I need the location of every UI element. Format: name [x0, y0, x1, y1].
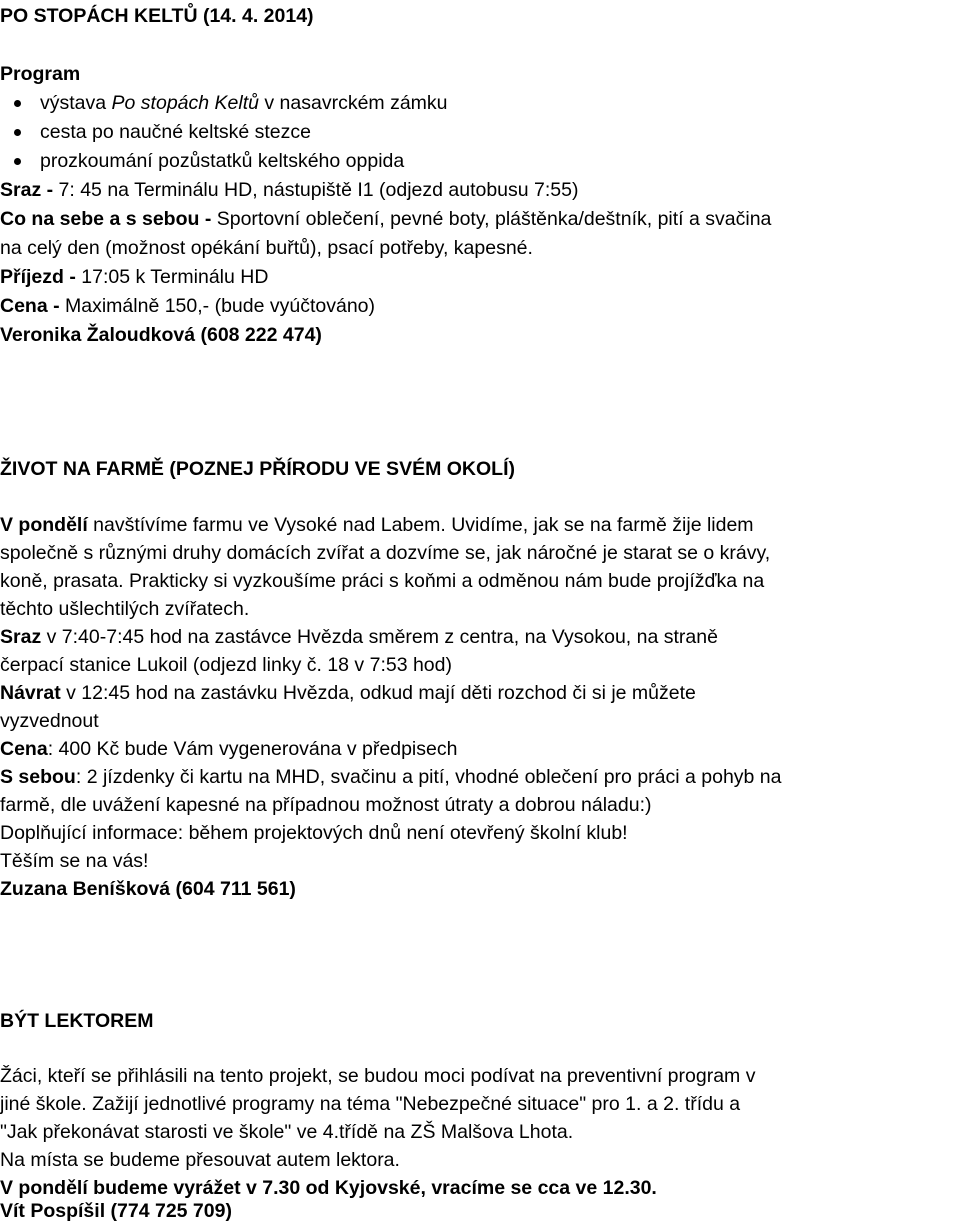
- navrat-line-1: Návrat v 12:45 hod na zastávku Hvězda, odkud mají děti rozchod či si je můžete: [0, 682, 696, 704]
- section1-title: PO STOPÁCH KELTŮ (14. 4. 2014): [0, 5, 314, 27]
- section3-line-1: Žáci, kteří se přihlásili na tento projekt, se budou moci podívat na preventivní program v: [0, 1065, 756, 1087]
- section3-line-4: Na místa se budeme přesouvat autem lektora.: [0, 1149, 400, 1171]
- co-na-sebe-line-2: na celý den (možnost opékání buřtů), psací potřeby, kapesné.: [0, 237, 533, 259]
- sraz-label: Sraz -: [0, 179, 59, 201]
- co-na-sebe-line-1: Co na sebe a s sebou - Sportovní oblečení, pevné boty, pláštěnka/deštník, pití a svačina: [0, 208, 772, 230]
- section2-title: ŽIVOT NA FARMĚ (POZNEJ PŘÍRODU VE SVÉM OKOLÍ): [0, 458, 515, 480]
- tesim-line: Těším se na vás!: [0, 850, 149, 872]
- bullet-icon: [14, 129, 21, 136]
- cena-line: Cena - Maximálně 150,- (bude vyúčtováno): [0, 295, 376, 317]
- section3-title: BÝT LEKTOREM: [0, 1010, 154, 1032]
- bullet-icon: [14, 100, 21, 107]
- program-item-3: prozkoumání pozůstatků keltského oppida: [40, 149, 404, 173]
- intro-line-2: společně s různými druhy domácích zvířat a dozvíme se, jak náročné je starat se o krávy,: [0, 542, 771, 564]
- cena2-line: Cena: 400 Kč bude Vám vygenerována v předpisech: [0, 738, 458, 760]
- program-heading: Program: [0, 63, 81, 85]
- intro-line-1: V pondělí navštívíme farmu ve Vysoké nad Labem. Uvidíme, jak se na farmě žije lidem: [0, 514, 754, 536]
- prijezd-label: Příjezd -: [0, 266, 82, 288]
- intro-line-3: koně, prasata. Prakticky si vyzkoušíme práci s koňmi a odměnou nám bude projížďka na: [0, 570, 765, 592]
- section1-contact: Veronika Žaloudková (608 222 474): [0, 324, 322, 346]
- exhibition-name: Po stopách Keltů: [111, 92, 259, 114]
- program-item-1: výstava Po stopách Keltů v nasavrckém zámku: [40, 91, 448, 115]
- s-sebou-label: S sebou: [0, 766, 76, 788]
- co-na-sebe-label: Co na sebe a s sebou -: [0, 208, 217, 230]
- section3-contact: Vít Pospíšil (774 725 709): [0, 1200, 232, 1222]
- intro-line-4: těchto ušlechtilých zvířatech.: [0, 598, 250, 620]
- section3-line-3: "Jak překonávat starosti ve škole" ve 4.třídě na ZŠ Malšova Lhota.: [0, 1121, 574, 1143]
- sraz2-line-1: Sraz v 7:40-7:45 hod na zastávce Hvězda směrem z centra, na Vysokou, na straně: [0, 626, 718, 648]
- sraz2-label: Sraz: [0, 626, 42, 648]
- cena2-label: Cena: [0, 738, 48, 760]
- prijezd-line: Příjezd - 17:05 k Terminálu HD: [0, 266, 269, 288]
- program-item-2: cesta po naučné keltské stezce: [40, 120, 311, 144]
- section2-contact: Zuzana Beníšková (604 711 561): [0, 878, 296, 900]
- bullet-icon: [14, 158, 21, 165]
- s-sebou-line-2: farmě, dle uvážení kapesné na případnou možnost útraty a dobrou náladu:): [0, 794, 652, 816]
- s-sebou-line-1: S sebou: 2 jízdenky či kartu na MHD, svačinu a pití, vhodné oblečení pro práci a pohyb na: [0, 766, 782, 788]
- section3-line-2: jiné škole. Zažijí jednotlivé programy na téma "Nebezpečné situace" pro 1. a 2. třídu a: [0, 1093, 741, 1115]
- navrat-label: Návrat: [0, 682, 61, 704]
- sraz2-line-2: čerpací stanice Lukoil (odjezd linky č. 18 v 7:53 hod): [0, 654, 452, 676]
- navrat-line-2: vyzvednout: [0, 710, 99, 732]
- sraz-line: Sraz - 7: 45 na Terminálu HD, nástupiště I1 (odjezd autobusu 7:55): [0, 179, 579, 201]
- intro-label: V pondělí: [0, 514, 88, 536]
- cena-label: Cena -: [0, 295, 66, 317]
- info-line: Doplňující informace: během projektových dnů není otevřený školní klub!: [0, 822, 628, 844]
- section3-line-5: V pondělí budeme vyrážet v 7.30 od Kyjovské, vracíme se cca ve 12.30.: [0, 1177, 657, 1199]
